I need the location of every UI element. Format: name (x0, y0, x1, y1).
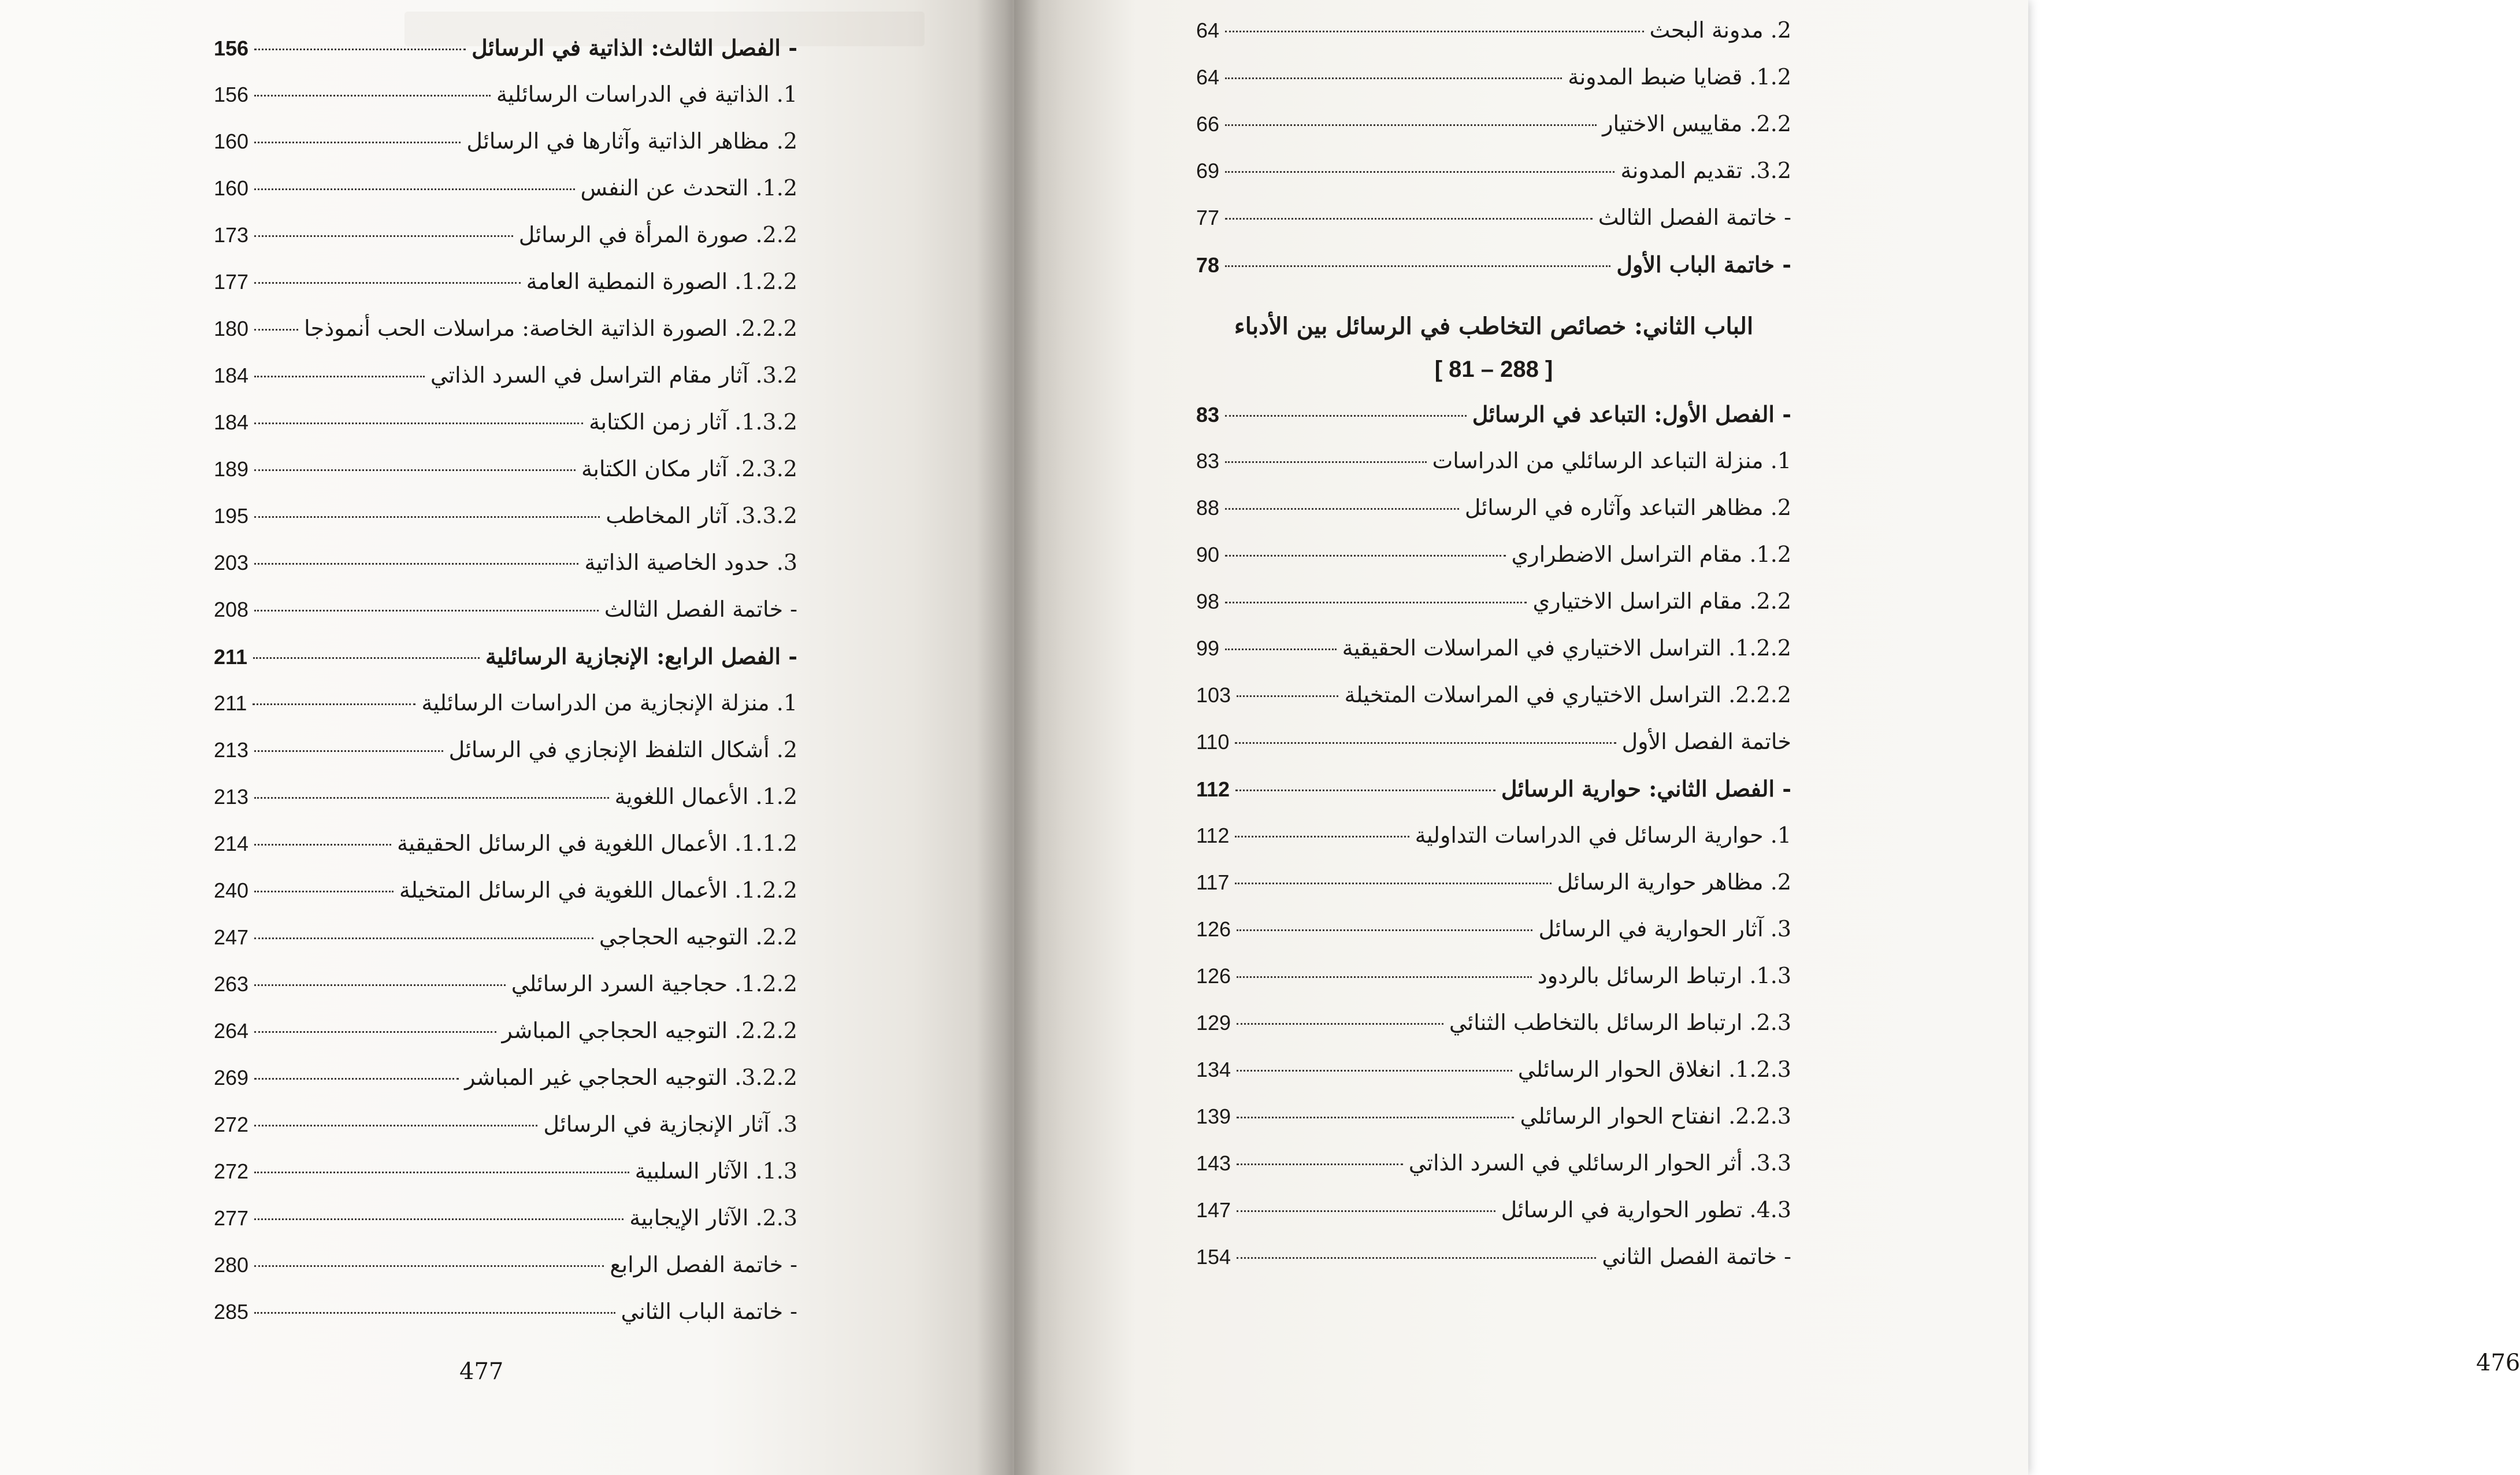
toc-entry (1196, 484, 1791, 531)
page-number-left: 477 (459, 1358, 504, 1385)
toc-entry-title: 2.3.2. آثار مكان الكتابة (581, 456, 797, 481)
toc-entry-page: 272 (214, 1159, 249, 1183)
dot-leader (254, 1031, 496, 1033)
dot-leader (254, 49, 466, 50)
toc-entry-title: - خاتمة الفصل الرابع (610, 1252, 797, 1277)
dot-leader (1235, 836, 1409, 837)
toc-entry (214, 1195, 797, 1241)
toc-entry-title: 3.2. تقديم المدونة (1620, 158, 1791, 183)
toc-entry (1196, 953, 1791, 999)
toc-entry-page: 77 (1196, 206, 1220, 229)
part-heading: الباب الثاني: خصائص التخاطب في الرسائل بين الأدباء (1234, 313, 1754, 340)
toc-entry (1196, 859, 1791, 906)
toc-entry-title: 2.2.2. التراسل الاختياري في المراسلات المتخيلة (1344, 682, 1791, 707)
toc-entry (214, 1288, 797, 1335)
dot-leader (254, 95, 491, 97)
toc-entry-page: 180 (214, 317, 249, 340)
dot-leader (1225, 508, 1459, 510)
toc-entry-title: - الفصل الثاني: حوارية الرسائل (1501, 776, 1791, 802)
dot-leader (1237, 1257, 1596, 1259)
toc-entry (214, 633, 797, 680)
dot-leader (254, 750, 443, 752)
toc-entry-title: 2.2. صورة المرأة في الرسائل (518, 222, 797, 247)
dot-leader (1225, 648, 1337, 650)
toc-entry-page: 277 (214, 1206, 249, 1230)
toc-entry-title: 2.2.2. التوجيه الحجاجي المباشر (502, 1018, 797, 1043)
toc-entry (214, 539, 797, 586)
dot-leader (1225, 415, 1467, 417)
dot-leader (254, 984, 506, 986)
toc-entry-title: 3. آثار الإنجازية في الرسائل (543, 1111, 797, 1137)
toc-entry-title: - خاتمة الفصل الثالث (1598, 205, 1791, 230)
toc-entry (1196, 1187, 1791, 1233)
dot-leader (254, 1218, 623, 1220)
toc-entry (1196, 718, 1791, 765)
toc-entry-page: 263 (214, 972, 249, 996)
toc-entry-page: 184 (214, 410, 249, 434)
toc-entry-page: 160 (214, 129, 249, 153)
toc-entry (214, 773, 797, 820)
dot-leader (254, 844, 391, 846)
toc-entry-page: 139 (1196, 1105, 1231, 1128)
toc-entry-page: 160 (214, 176, 249, 200)
toc-entry (1196, 7, 1791, 54)
dot-leader (254, 376, 425, 377)
toc-entry (214, 212, 797, 258)
right-page (1014, 0, 2520, 1475)
dot-leader (1235, 883, 1551, 884)
toc-entry-title: 1.2. التحدث عن النفس (580, 175, 797, 201)
dot-leader (254, 610, 599, 612)
toc-entry-title: 3. آثار الحوارية في الرسائل (1538, 916, 1791, 942)
toc-entry-title: 1.2. الأعمال اللغوية (614, 784, 797, 809)
toc-entry-page: 154 (1196, 1245, 1231, 1269)
toc-entry-page: 66 (1196, 112, 1220, 136)
toc-entry (1196, 531, 1791, 578)
dot-leader (254, 1265, 604, 1267)
toc-entry (1196, 1140, 1791, 1187)
toc-entry-title: 1.2.2. الصورة النمطية العامة (526, 269, 797, 294)
toc-entry-title: - خاتمة الباب الأول (1616, 251, 1791, 277)
toc-right-top (1196, 7, 1791, 288)
toc-entry (214, 680, 797, 727)
toc-entry-page: 78 (1196, 253, 1220, 277)
toc-entry-title: - خاتمة الباب الثاني (621, 1299, 797, 1324)
toc-entry-title: 1.1.2. الأعمال اللغوية في الرسائل الحقيقية (397, 831, 797, 856)
toc-entry-title: 2. مظاهر التباعد وآثاره في الرسائل (1464, 495, 1791, 520)
toc-entry-page: 99 (1196, 636, 1220, 660)
toc-entry-title: 1.2.3. انغلاق الحوار الرسائلي (1517, 1057, 1791, 1082)
toc-entry-title: 3.2.2. التوجيه الحجاجي غير المباشر (465, 1065, 797, 1090)
toc-entry-title: 3. حدود الخاصية الذاتية (584, 550, 797, 575)
toc-entry-title: 2. أشكال التلفظ الإنجازي في الرسائل (448, 737, 797, 762)
toc-entry (1196, 1093, 1791, 1140)
dot-leader (254, 282, 521, 284)
toc-entry (214, 727, 797, 773)
toc-entry-page: 177 (214, 270, 249, 294)
toc-entry-page: 264 (214, 1019, 249, 1043)
toc-entry-page: 103 (1196, 683, 1231, 707)
toc-entry-title: 1. حوارية الرسائل في الدراسات التداولية (1415, 822, 1791, 848)
toc-entry-title: 2.2.2. الصورة الذاتية الخاصة: مراسلات الحب أنموذجا (304, 316, 797, 341)
dot-leader (1225, 461, 1426, 463)
toc-entry-page: 98 (1196, 590, 1220, 613)
part-page-range: [ 81 – 288 ] (1434, 357, 1553, 382)
dot-leader (1225, 602, 1527, 603)
toc-entry (214, 1101, 797, 1148)
dot-leader (254, 1078, 459, 1080)
toc-entry-page: 110 (1196, 730, 1230, 754)
toc-entry-page: 214 (214, 832, 249, 855)
dot-leader (1237, 1117, 1514, 1118)
dot-leader (1225, 218, 1593, 220)
dot-leader (1237, 1023, 1443, 1025)
dot-leader (254, 329, 298, 331)
toc-entry-title: 3.3.2. آثار المخاطب (606, 503, 797, 528)
toc-entry-page: 64 (1196, 65, 1220, 89)
toc-entry-page: 203 (214, 551, 249, 575)
dot-leader (1225, 31, 1643, 32)
toc-entry-title: - خاتمة الفصل الثالث (604, 596, 797, 622)
toc-entry-title: 1.2.2. الأعمال اللغوية في الرسائل المتخيلة (399, 877, 797, 903)
dot-leader (1225, 555, 1505, 557)
toc-entry-page: 143 (1196, 1151, 1231, 1175)
toc-entry-title: 1.2. مقام التراسل الاضطراري (1511, 542, 1791, 567)
toc-entry-page: 147 (1196, 1198, 1231, 1222)
left-page (0, 0, 1014, 1475)
toc-entry-page: 173 (214, 223, 249, 247)
dot-leader (254, 142, 461, 143)
dot-leader (254, 891, 394, 892)
toc-entry-title: 1.2.2. حجاجية السرد الرسائلي (511, 971, 797, 996)
toc-entry (214, 71, 797, 118)
toc-entry (1196, 54, 1791, 101)
toc-entry (214, 586, 797, 633)
toc-entry-page: 195 (214, 504, 249, 528)
toc-entry-page: 83 (1196, 449, 1220, 473)
toc-entry (1196, 241, 1791, 288)
toc-entry-page: 269 (214, 1066, 249, 1089)
toc-entry (1196, 101, 1791, 147)
toc-entry-page: 272 (214, 1113, 249, 1136)
toc-entry-title: 2.2. مقام التراسل الاختياري (1532, 588, 1791, 614)
toc-entry (1196, 194, 1791, 241)
toc-entry-title: 2. مدونة البحث (1649, 17, 1791, 43)
toc-entry (214, 961, 797, 1007)
toc-entry (1196, 391, 1791, 438)
toc-entry (214, 492, 797, 539)
toc-entry-title: - الفصل الثالث: الذاتية في الرسائل (472, 35, 797, 61)
dot-leader (1235, 742, 1616, 744)
toc-entry-title: خاتمة الفصل الأول (1621, 729, 1791, 754)
toc-entry-title: 2. مظاهر حوارية الرسائل (1557, 869, 1791, 895)
toc-entry (1196, 147, 1791, 194)
toc-entry-page: 285 (214, 1300, 249, 1324)
toc-entry (214, 867, 797, 914)
toc-entry-title: - خاتمة الفصل الثاني (1602, 1244, 1791, 1269)
toc-entry (1196, 438, 1791, 484)
toc-entry-title: 2.2. التوجيه الحجاجي (599, 924, 797, 950)
dot-leader (254, 235, 513, 237)
toc-entry-page: 117 (1196, 870, 1230, 894)
toc-entry-title: 1.2. قضايا ضبط المدونة (1568, 64, 1791, 90)
toc-entry-title: 2.2. مقاييس الاختيار (1602, 111, 1791, 136)
toc-entry (214, 352, 797, 399)
toc-entry (214, 1241, 797, 1288)
toc-entry-page: 129 (1196, 1011, 1231, 1035)
toc-entry-page: 64 (1196, 18, 1220, 42)
toc-entry-page: 112 (1196, 777, 1230, 801)
toc-entry (1196, 1046, 1791, 1093)
toc-entry-title: 3.2. آثار مقام التراسل في السرد الذاتي (430, 362, 797, 388)
dot-leader (254, 423, 583, 424)
toc-entry (214, 24, 797, 71)
toc-entry (1196, 906, 1791, 953)
dot-leader (1225, 124, 1597, 126)
page-number-right: 476 (2476, 1350, 2520, 1376)
dot-leader (1225, 265, 1610, 267)
toc-right (1196, 7, 1791, 1280)
toc-entry (1196, 812, 1791, 859)
toc-entry (214, 399, 797, 446)
toc-entry-page: 211 (214, 691, 247, 715)
dot-leader (254, 516, 600, 518)
toc-entry-page: 247 (214, 925, 249, 949)
dot-leader (254, 1312, 615, 1314)
toc-entry (1196, 625, 1791, 672)
dot-leader (254, 1125, 537, 1126)
dot-leader (254, 937, 593, 939)
dot-leader (1225, 77, 1562, 79)
toc-entry-title: 1.3. ارتباط الرسائل بالردود (1537, 963, 1791, 988)
dot-leader (1235, 790, 1495, 791)
toc-entry (214, 118, 797, 165)
toc-entry-page: 90 (1196, 543, 1220, 566)
dot-leader (1237, 695, 1338, 697)
toc-entry-page: 211 (214, 645, 248, 669)
toc-entry-page: 88 (1196, 496, 1220, 520)
toc-entry (214, 258, 797, 305)
toc-entry-title: 1. منزلة التباعد الرسائلي من الدراسات (1432, 448, 1791, 473)
dot-leader (253, 703, 415, 705)
dot-leader (254, 563, 578, 565)
dot-leader (1225, 171, 1615, 173)
toc-entry-page: 280 (214, 1253, 249, 1277)
dot-leader (254, 1172, 629, 1173)
dot-leader (254, 188, 574, 190)
toc-entry (1196, 672, 1791, 718)
toc-entry-title: 1. منزلة الإنجازية من الدراسات الرسائلية (421, 690, 797, 716)
dot-leader (1237, 1163, 1403, 1165)
toc-entry (214, 165, 797, 212)
toc-entry (214, 820, 797, 867)
toc-entry (1196, 578, 1791, 625)
toc-entry-page: 126 (1196, 964, 1231, 988)
dot-leader (1237, 1070, 1512, 1072)
toc-entry (214, 305, 797, 352)
toc-entry-page: 69 (1196, 159, 1220, 183)
toc-entry-title: 3.3. أثر الحوار الرسائلي في السرد الذاتي (1408, 1150, 1791, 1176)
toc-entry-page: 208 (214, 598, 249, 621)
toc-entry (214, 914, 797, 961)
toc-right-bottom (1196, 391, 1791, 1280)
toc-entry (1196, 765, 1791, 812)
toc-entry-page: 112 (1196, 824, 1230, 847)
toc-entry-page: 156 (214, 83, 249, 106)
dot-leader (1237, 1210, 1495, 1212)
toc-entry-title: 2. مظاهر الذاتية وآثارها في الرسائل (466, 128, 797, 154)
toc-entry-title: 1.3. الآثار السلبية (634, 1158, 797, 1184)
toc-entry-page: 213 (214, 738, 249, 762)
toc-entry-page: 83 (1196, 403, 1220, 427)
dot-leader (1237, 976, 1532, 978)
toc-entry-title: - الفصل الرابع: الإنجازية الرسائلية (485, 643, 797, 669)
toc-entry-title: 2.3. الآثار الإيجابية (629, 1205, 797, 1231)
dot-leader (253, 657, 480, 659)
toc-left (214, 24, 797, 1335)
toc-entry (214, 1054, 797, 1101)
dot-leader (1237, 929, 1532, 931)
toc-entry-page: 240 (214, 879, 249, 902)
toc-entry-page: 156 (214, 36, 249, 60)
toc-entry (214, 1007, 797, 1054)
toc-entry-title: 4.3. تطور الحوارية في الرسائل (1501, 1197, 1791, 1222)
toc-entry-title: 1.3.2. آثار زمن الكتابة (589, 409, 797, 435)
toc-entry (214, 446, 797, 492)
toc-entry-title: 1.2.2. التراسل الاختياري في المراسلات الحقيقية (1342, 635, 1791, 661)
toc-entry-page: 126 (1196, 917, 1231, 941)
toc-entry-title: 1. الذاتية في الدراسات الرسائلية (496, 81, 797, 107)
toc-entry (1196, 1233, 1791, 1280)
toc-entry-page: 134 (1196, 1058, 1231, 1081)
toc-entry-title: - الفصل الأول: التباعد في الرسائل (1472, 401, 1791, 427)
toc-entry-page: 213 (214, 785, 249, 809)
toc-entry (1196, 999, 1791, 1046)
toc-entry-title: 2.3. ارتباط الرسائل بالتخاطب الثنائي (1449, 1010, 1791, 1035)
toc-entry-page: 184 (214, 364, 249, 387)
dot-leader (254, 797, 609, 799)
dot-leader (254, 469, 576, 471)
toc-entry (214, 1148, 797, 1195)
toc-entry-title: 2.2.3. انفتاح الحوار الرسائلي (1520, 1103, 1791, 1129)
toc-entry-page: 189 (214, 457, 249, 481)
